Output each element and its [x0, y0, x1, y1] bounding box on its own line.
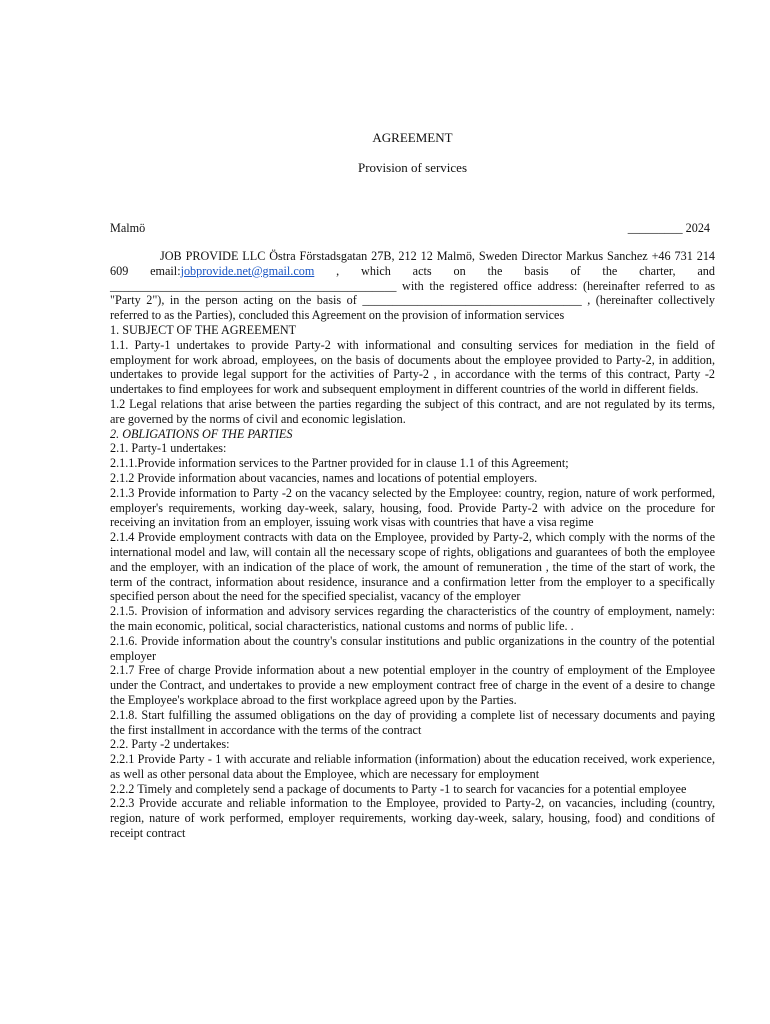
clause-paragraph: 2.2.1 Provide Party - 1 with accurate and reliable information (information) about the education received, work experience, as well as other personal data about the Employee, which are necessary for employment [110, 752, 715, 781]
clause-paragraph: 1.2 Legal relations that arise between the parties regarding the subject of this contract, and are not regulated by its terms, are governed by the norms of civil and economic legislation. [110, 396, 715, 426]
company-line: JOB PROVIDE LLC Östra Förstadsgatan 27B, 212 12 Malmö, Sweden Director Markus Sanchez [160, 249, 648, 263]
clause-paragraph: 2.1.4 Provide employment contracts with data on the Employee, provided by Party-2, which comply with the norms of the international model and law, will contain all the necessary scope of rights, obligations and guarantees of both the employee and the employer, with an indication of the place of work, the amount of remuneration , the time of the start of work, the term of the contract, information about residence, insurance and a confirmation letter from the employer to a specifically specified person about the need for the specified specialist, vacancy of the employer [110, 530, 715, 604]
clause-paragraph: 2.1. Party-1 undertakes: [110, 441, 227, 456]
clauses-container [110, 323, 715, 841]
date-field: _________ 2024 [627, 221, 710, 235]
email-link[interactable]: jobprovide.net@gmail.com [180, 263, 315, 278]
intro-continuation: , which acts on the basis of the charter, and _______________________________________________ with the registered office address: (hereinafter referred to as "Party 2"), in the person acting on the basis of ____________________________________ , (hereinafter collectively referred to as the Parties), concluded this Agreement on the provision of information services [110, 263, 715, 323]
clause-paragraph: 2.1.6. Provide information about the country's consular institutions and public organizations in the country of the potential employer [110, 633, 715, 663]
clause-paragraph: 2.1.1.Provide information services to the Partner provided for in clause 1.1 of this Agreement; [110, 456, 569, 471]
clause-paragraph: 2.1.8. Start fulfilling the assumed obligations on the day of providing a complete list of necessary documents and paying the first installment in accordance with the terms of the contract [110, 707, 715, 737]
clause-paragraph: 2.2. Party -2 undertakes: [110, 737, 230, 752]
clause-paragraph: 2.2.2 Timely and completely send a package of documents to Party -1 to search for vacancies for a potential employee [110, 781, 687, 796]
city: Malmö [110, 221, 146, 235]
clause-paragraph: 2.1.3 Provide information to Party -2 on the vacancy selected by the Employee: country, region, nature of work performed, employer's requirements, working day-week, salary, housing, food. Provide Party-2 with advice on the procedure for receiving an invitation from an employer, issuing work visas with countries that have a visa regime [110, 485, 715, 530]
intro-paragraph [110, 249, 715, 323]
section-heading: 2. OBLIGATIONS OF THE PARTIES [110, 426, 293, 441]
document-subtitle: Provision of services [357, 160, 468, 175]
phone-email-label: +46 731 214 609 email: [110, 249, 716, 278]
clause-paragraph: 2.1.7 Free of charge Provide information about a new potential employer in the country of employment of the Employee under the Contract, and undertakes to provide a new employment contract free of charge in the event of a desire to change the Employee's workplace abroad to the first workplace agreed upon by the Parties. [110, 663, 715, 707]
clause-paragraph: 2.1.2 Provide information about vacancies, names and locations of potential employers. [110, 470, 538, 485]
section-heading: 1. SUBJECT OF THE AGREEMENT [110, 322, 297, 337]
clause-paragraph: 1.1. Party-1 undertakes to provide Party-2 with informational and consulting services for mediation in the field of employment for work abroad, employees, on the basis of documents about the employee provided to Party-2, in addition, undertakes to provide legal support for the activities of Party-2 , in accordance with the terms of this contract, Party -2 undertakes to find employees for work and subsequent employment in different countries of the world in different fields. [110, 337, 715, 397]
clause-paragraph: 2.2.3 Provide accurate and reliable information to the Employee, provided to Party-2, on vacancies, including (country, region, nature of work performed, employer requirements, working day-week, salary, housing, food) and conditions of receipt contract [110, 796, 715, 841]
clause-paragraph: 2.1.5. Provision of information and advisory services regarding the characteristics of the country of employment, namely: the main economic, political, social characteristics, national customs and norms of public life. . [110, 604, 715, 633]
agreement-body [110, 249, 715, 841]
document-title: AGREEMENT [372, 130, 453, 145]
